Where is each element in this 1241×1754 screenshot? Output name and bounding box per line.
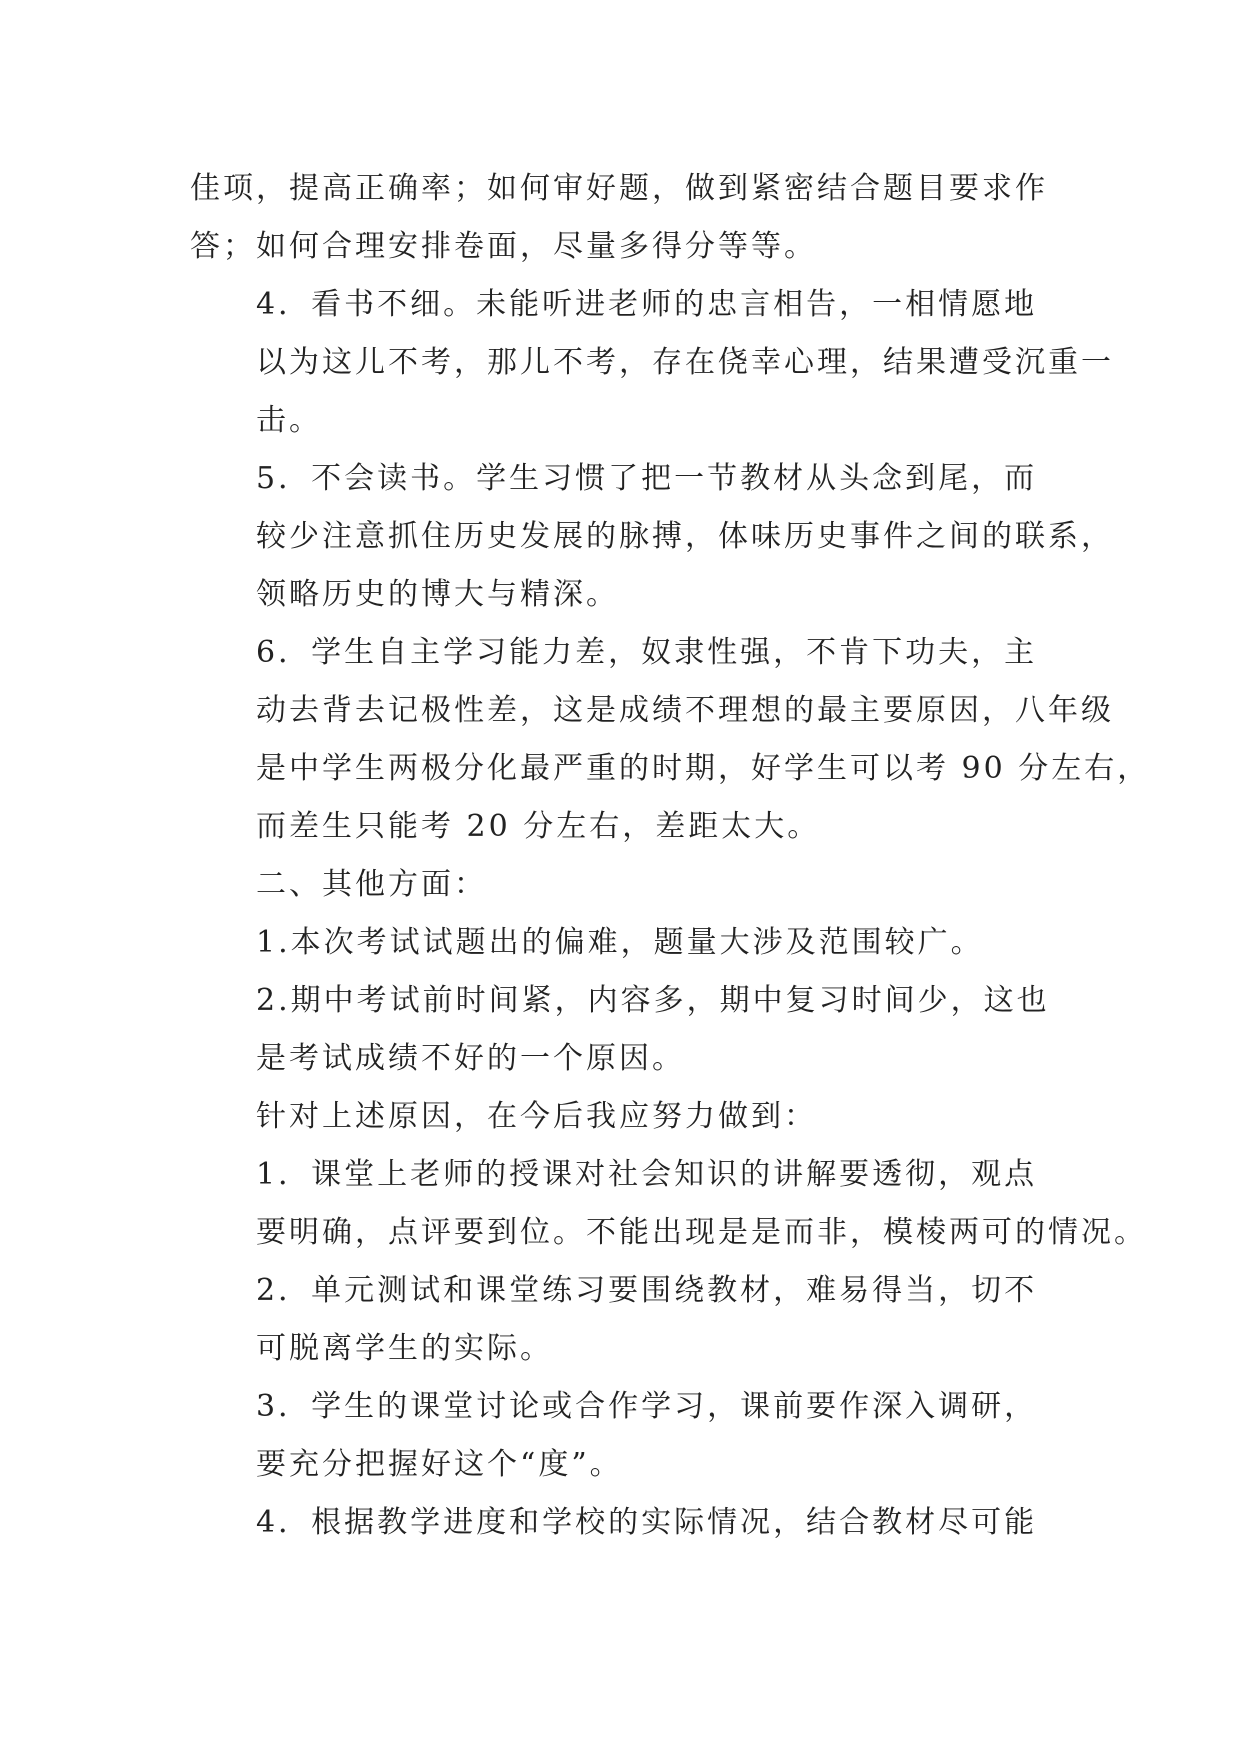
text-line: 5．不会读书。学生习惯了把一节教材从头念到尾，而 xyxy=(256,461,1038,496)
text-line: 1．课堂上老师的授课对社会知识的讲解要透彻，观点 xyxy=(256,1157,1038,1192)
paragraph xyxy=(190,856,1050,914)
paragraph xyxy=(190,914,1050,972)
text-line: 针对上述原因，在今后我应努力做到： xyxy=(256,1099,817,1134)
text-line: 4．根据教学进度和学校的实际情况，结合教材尽可能 xyxy=(256,1505,1038,1540)
paragraph xyxy=(190,276,1114,450)
text-line: 答；如何合理安排卷面，尽量多得分等等。 xyxy=(190,229,817,264)
text-line: 较少注意抓住历史发展的脉搏，体味历史事件之间的联系， xyxy=(256,519,1114,554)
document-body xyxy=(190,160,1151,1552)
paragraph xyxy=(190,972,1050,1088)
text-line: 是考试成绩不好的一个原因。 xyxy=(256,1041,685,1076)
text-line: 动去背去记极性差，这是成绩不理想的最主要原因，八年级 xyxy=(256,693,1114,728)
text-line: 2．单元测试和课堂练习要围绕教材，难易得当，切不 xyxy=(256,1273,1038,1308)
text-line: 6．学生自主学习能力差，奴隶性强，不肯下功夫，主 xyxy=(256,635,1038,670)
text-line: 可脱离学生的实际。 xyxy=(256,1331,553,1366)
text-line: 领略历史的博大与精深。 xyxy=(256,577,619,612)
text-line: 要明确，点评要到位。不能出现是是而非，模棱两可的情况。 xyxy=(256,1215,1147,1250)
paragraph xyxy=(190,160,1050,276)
text-line: 要充分把握好这个“度”。 xyxy=(256,1447,623,1482)
text-line: 4．看书不细。未能听进老师的忠言相告，一相情愿地 xyxy=(256,287,1038,322)
text-line: 而差生只能考 20 分左右，差距太大。 xyxy=(256,809,821,844)
text-line: 佳项，提高正确率；如何审好题，做到紧密结合题目要求作 xyxy=(190,171,1048,206)
paragraph xyxy=(190,1494,1050,1552)
text-line: 二、其他方面： xyxy=(256,867,487,902)
paragraph xyxy=(190,624,1151,856)
paragraph xyxy=(190,1378,1050,1494)
text-line: 击。 xyxy=(256,403,322,438)
text-line: 1.本次考试试题出的偏难，题量大涉及范围较广。 xyxy=(256,925,984,960)
paragraph xyxy=(190,450,1114,624)
paragraph xyxy=(190,1262,1050,1378)
text-line: 3．学生的课堂讨论或合作学习，课前要作深入调研， xyxy=(256,1389,1038,1424)
paragraph xyxy=(190,1146,1147,1262)
text-line: 2.期中考试前时间紧，内容多，期中复习时间少，这也 xyxy=(256,983,1050,1018)
text-line: 以为这儿不考，那儿不考，存在侥幸心理，结果遭受沉重一 xyxy=(256,345,1114,380)
text-line: 是中学生两极分化最严重的时期，好学生可以考 90 分左右， xyxy=(256,751,1151,786)
paragraph xyxy=(190,1088,1050,1146)
